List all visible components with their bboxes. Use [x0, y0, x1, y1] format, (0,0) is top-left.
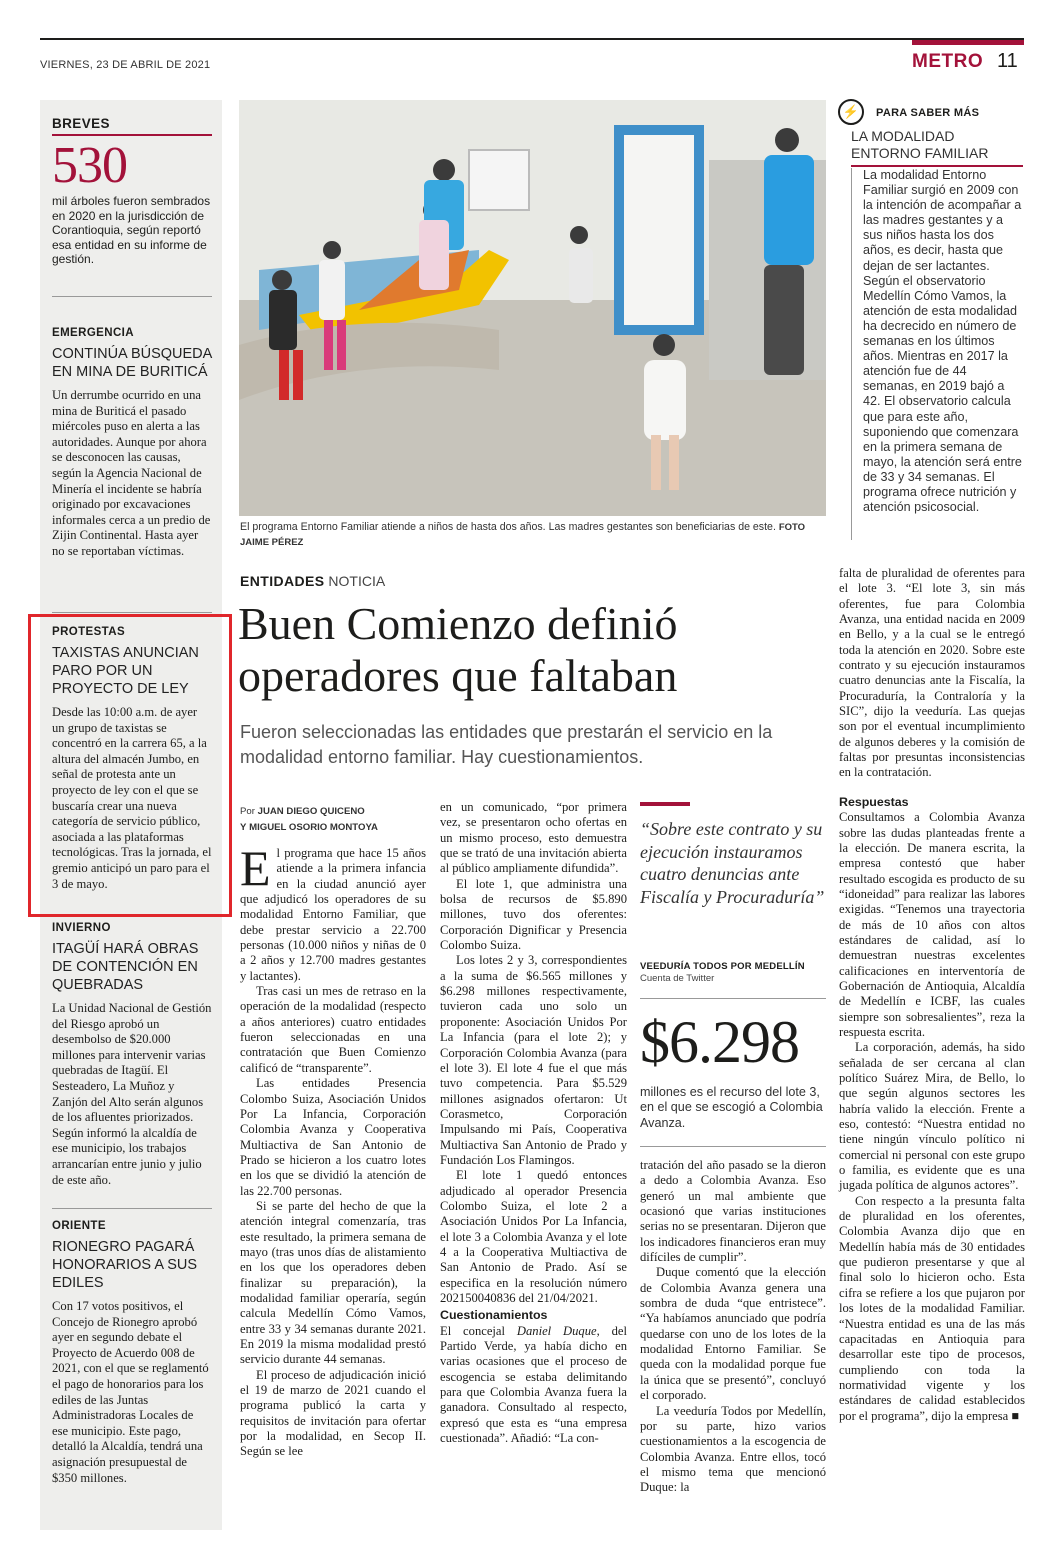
brief-tag: EMERGENCIA	[52, 327, 134, 339]
brief-breves	[52, 116, 212, 267]
paragraph: La corporación, además, ha sido señalada de ser cercana al clan político Suárez Mira, de Bello, lo que según algunos sectores les habría valido la elección. Frente a eso, contestó: “Nuestra entidad no tiene ningún vínculo político ni comercial ni personal con este grupo o familia, es evidente que es una jugada política de algunos actores”.	[839, 1040, 1025, 1193]
pullquote: “Sobre este contrato y su ejecución instauramos cuatro denuncias ante Fiscalía y Procuraduría”	[640, 819, 825, 907]
stat-number: $6.298	[640, 1009, 799, 1075]
paragraph	[240, 840, 426, 984]
byline-prefix: Por	[240, 806, 255, 817]
article-column-4	[839, 566, 1025, 1424]
divider	[52, 1208, 212, 1209]
lightning-icon: ⚡	[838, 99, 864, 125]
kicker-type: NOTICIA	[328, 573, 386, 589]
paragraph: Duque comentó que la elección de Colombia Avanza genera una sombra de duda “que entristece”. “Ya habíamos anunciado que podría quedarse con uno de los lotes de la modalidad Entorno Familiar. Se queda con la modalidad porque fue la única que se presentó”, concluyó el corporado.	[640, 1265, 826, 1403]
brief-oriente	[52, 1220, 212, 1486]
paragraph: tratación del año pasado se la dieron a dedo a Colombia Avanza. Eso generó un mal ambiente que ocasionó que varias instituciones serias no se presentaran. Dijeron que los indicadores financieros eran muy difíciles de cumplir”.	[640, 1158, 826, 1265]
paragraph: falta de pluralidad de oferentes para el lote 3. “El lote 3, sin más oferentes, fue para Colombia Avanza, una entidad nacida en 2009 en Bello, y a la cual se le entregó toda la atención en 2020. Sobre este contrato y su ejecución instauramos cuatro denuncias ante la Fiscalía, la Procuraduría, la Contraloría y la SIC”, dijo la veeduría. Las quejas son por el eventual incumplimiento de algunos deberes y la comisión de faltas por presuntas inconsistencias en la contratación.	[839, 566, 1025, 780]
section-name: METRO	[912, 51, 984, 72]
brief-title: ITAGÜÍ HARÁ OBRAS DE CONTENCIÓN EN QUEBRADAS	[52, 941, 199, 993]
photo-caption	[240, 520, 826, 550]
subheading: Cuestionamientos	[440, 1308, 548, 1323]
article-kicker	[240, 573, 385, 589]
brief-title: RIONEGRO PAGARÁ HONORARIOS A SUS EDILES	[52, 1239, 198, 1291]
paragraph: Las entidades Presencia Colombo Suiza, Asociación Unidos Por La Infancia, Corporación Colombia Avanza y Cooperativa Multiactiva de San Antonio de Prado se hicieron a los cuatro lotes en los que se dividió la atención de las 22.700 personas.	[240, 1076, 426, 1198]
brief-tag: ORIENTE	[52, 1220, 106, 1232]
brief-big-number: 530	[52, 137, 127, 194]
paragraph: en un comunicado, “por primera vez, se presentaron ocho ofertas en un mismo proceso, esto demuestra que se trató de una invitación abierta al público ampliamente difundida”.	[440, 800, 627, 876]
dropcap: E	[240, 840, 271, 896]
brief-tag: BREVES	[52, 116, 212, 136]
paragraph: Consultamos a Colombia Avanza sobre las dudas planteadas frente a la elección. De manera escrita, la empresa contestó que haber resultado escogida es producto de su “idoneidad” para realizar las labores exigidas. “Tenemos una trayectoria de más de 10 años con altos estándares de calidad, así lo demuestran nuestras excelentes calificaciones en interventoría de Gobernación de Antioquia, Alcaldía de Medellín e ICBF, las cuales siempre son sobresalientes”, reza la respuesta escrita.	[839, 810, 1025, 1039]
end-mark: ■	[1011, 1408, 1020, 1423]
paragraph-text: Con respecto a la presunta falta de pluralidad en los oferentes, Colombia Avanza dijo que en Medellín había más de 30 entidades que pudieron presentarse y que al final solo lo hicieron ocho. Esta cifra se refiere a los que pujaron por los lotes de la modalidad Familiar. “Nuestra entidad es una de las más capacitadas en Antioquia para desarrollar este tipo de procesos, cumpliendo con toda la normatividad vigente y los estándares de calidad establecidos por el programa”, dijo la empresa	[839, 1193, 1025, 1423]
brief-text: La Unidad Nacional de Gestión del Riesgo aprobó un desembolso de $20.000 millones para intervenir varias quebradas de Itagüí. El Sesteadero, La Muñoz y Zanjón del Alto serán algunos de los afluentes priorizados. Según informó la alcaldía de ese municipio, los trabajos arrancarían entre junio y julio de este año.	[52, 1001, 212, 1187]
paragraph-text: El concejal	[440, 1323, 506, 1338]
paragraph	[839, 1194, 1025, 1424]
byline-author: MIGUEL OSORIO MONTOYA	[249, 822, 378, 833]
issue-date: VIERNES, 23 DE ABRIL DE 2021	[40, 59, 211, 71]
brief-tag: INVIERNO	[52, 922, 111, 934]
pullquote-source-sub: Cuenta de Twitter	[640, 973, 715, 984]
paragraph-text: , del Partido Verde, ya había dicho en varias ocasiones que el proceso de escogencia se estaba delimitando para que Colombia Avanza fuera la ganadora. Consultado al respecto, expresó que esta es “una empresa cuestionada”. Añadió: “La con-	[440, 1323, 628, 1446]
photo-illustration	[239, 100, 826, 516]
page-number: 11	[997, 50, 1018, 72]
brief-text: Un derrumbe ocurrido en una mina de Buriticá el pasado miércoles puso en alerta a las autoridades. Aunque por ahora se desconocen las causas, según la Agencia Nacional de Minería el incidente se habría originado por excavaciones informales cerca a un predio de Zijin Continental. Hasta ayer no se reportaban víctimas.	[52, 388, 211, 558]
divider	[52, 612, 212, 613]
divider	[640, 998, 826, 999]
brief-text: Con 17 votos positivos, el Concejo de Rionegro aprobó ayer en segundo debate el Proyecto de Acuerdo 008 de 2021, con el que se reglamentó el pago de honorarios para los ediles de las Juntas Administradoras Locales de ese municipio. Este pago, detalló la Alcaldía, tendrá una asignación presupuestal de $350 millones.	[52, 1299, 209, 1485]
pullquote-bar	[640, 802, 690, 806]
brief-title: CONTINÚA BÚSQUEDA EN MINA DE BURITICÁ	[52, 346, 212, 380]
paragraph: Tras casi un mes de retraso en la operación de la modalidad (respecto a años anteriores) cuatro entidades fueron seleccionadas en una contratación que Buen Comienzo calificó de “transparente”.	[240, 984, 426, 1075]
subheading: Respuestas	[839, 794, 909, 809]
brief-text: Desde las 10:00 a.m. de ayer un grupo de taxistas se concentró en la carrera 65, a la altura del almacén Jumbo, en señal de protesta ante un proyecto de ley con el que se buscaría crear una nueva categoría de servicio público, asociada a las plataformas tecnológicas. Tras la jornada, el gremio anticipó un paro para el 3 de mayo.	[52, 705, 212, 891]
section-tab-bar	[912, 40, 1024, 45]
divider	[640, 1146, 826, 1147]
caption-text: El programa Entorno Familiar atiende a niños de hasta dos años. Las madres gestantes son beneficiarias de este.	[240, 521, 776, 533]
article-photo	[239, 100, 826, 516]
article-column-3	[640, 1158, 826, 1496]
highlight-box	[28, 614, 232, 917]
article-column-1	[240, 840, 426, 1460]
info-title: LA MODALIDAD ENTORNO FAMILIAR	[851, 128, 1023, 167]
paragraph: La veeduría Todos por Medellín, por su parte, hizo varios cuestionamientos a la escogencia de Colombia Avanza. Entre ellos, tocó el mismo tema que mencionó Duque: la	[640, 1403, 826, 1495]
photo-credit: FOTO JAIME PÉREZ	[240, 522, 806, 548]
paragraph-text: l programa que hace 15 años atiende a la primera infancia en la ciudad anunció ayer que adjudicó los operadores de su modalidad Entorno Familiar, que debe prestar servicio a 22.700 personas (10.000 niños y niñas de 0 a 2 años y 12.700 madres gestantes y lactantes).	[240, 846, 426, 983]
byline-and: Y	[240, 822, 247, 833]
byline-author: JUAN DIEGO QUICENO	[257, 806, 365, 817]
brief-title: TAXISTAS ANUNCIAN PARO POR UN PROYECTO DE LEY	[52, 645, 199, 697]
info-text: La modalidad Entorno Familiar surgió en 2009 con la intención de acompañar a las madres gestantes y a sus niños hasta los dos años, es decir, hasta que dejan de ser lactantes. Según el observatorio Medellín Cómo Vamos, la atención de esta modalidad ha decrecido en número de semanas en los últimos años. Mientras en 2017 la atención fue de 44 semanas, en 2019 bajó a 42. El observatorio calcula que para este año, suponiendo que comenzara en la primera semana de mayo, la atención será entre de 33 y 34 semanas. El programa ofrece nutrición y atención psicosocial.	[851, 168, 1023, 540]
paragraph: Los lotes 2 y 3, correspondientes a la suma de $6.565 millones y $6.298 millones respectivamente, tuvieron cada uno solo un proponente: Asociación Unidos Por La Infancia (para el lote 2); y Corporación Colombia Avanza (para el lote 3). El lote 4 fue el que más tuvo competencia. Para $5.529 millones asignados ofertaron: Ut Corasmetco, Corporación Impulsando mi País, Cooperativa Multiactiva San Antonio de Prado y Fundación Los Flamingos.	[440, 953, 627, 1167]
top-rule	[40, 38, 1024, 40]
paragraph: Si se parte del hecho de que la atención integral comenzaría, tras este resultado, la primera semana de mayo (tras unos días de alistamiento en los que los operadores deben finalizar su preparación), la modalidad familiar operaría, según calcula Medellín Cómo Vamos, entre 33 y 34 semanas durante 2021. En 2019 la misma modalidad prestó servicio durante 44 semanas.	[240, 1198, 426, 1367]
brief-emergencia	[52, 327, 212, 560]
brief-invierno	[52, 922, 212, 1188]
paragraph: El lote 1, que administra una bolsa de recursos de $5.890 millones, tuvo dos oferentes: Corporación Dignificar y Presencia Colombo Suiza.	[440, 876, 627, 953]
article-deck: Fueron seleccionadas las entidades que prestarán el servicio en la modalidad entorno familiar. Hay cuestionamientos.	[240, 722, 773, 767]
brief-tag: PROTESTAS	[52, 626, 126, 638]
divider	[52, 296, 212, 297]
article-headline: Buen Comienzo definió operadores que faltaban	[238, 598, 678, 701]
brief-text: mil árboles fueron sembrados en 2020 en la jurisdicción de Corantioquia, según reportó esa entidad en su informe de gestión.	[52, 194, 211, 267]
paragraph: El lote 1 quedó entonces adjudicado al operador Presencia Colombo Suiza, el lote 2 a Asociación Unidos Por La Infancia, el lote 3 a Colombia Avanza y el lote 4 a la Cooperativa Multiactiva de San Antonio de Prado. Así se especifica en la resolución número 202150040836 del 21/04/2021.	[440, 1168, 627, 1305]
article-column-2	[440, 800, 627, 1446]
paragraph	[440, 1324, 627, 1447]
info-tag: PARA SABER MÁS	[876, 107, 980, 119]
person-name: Daniel Duque	[516, 1323, 597, 1338]
stat-text: millones es el recurso del lote 3, en el que se escogió a Colombia Avanza.	[640, 1085, 823, 1130]
byline	[240, 804, 430, 836]
pullquote-source: VEEDURÍA TODOS POR MEDELLÍN	[640, 961, 805, 972]
paragraph: El proceso de adjudicación inició el 19 de marzo de 2021 cuando el programa publicó la carta y requisitos de invitación para ofertar por la modalidad, en Secop II. Según se lee	[240, 1367, 426, 1459]
kicker-section: ENTIDADES	[240, 573, 325, 589]
